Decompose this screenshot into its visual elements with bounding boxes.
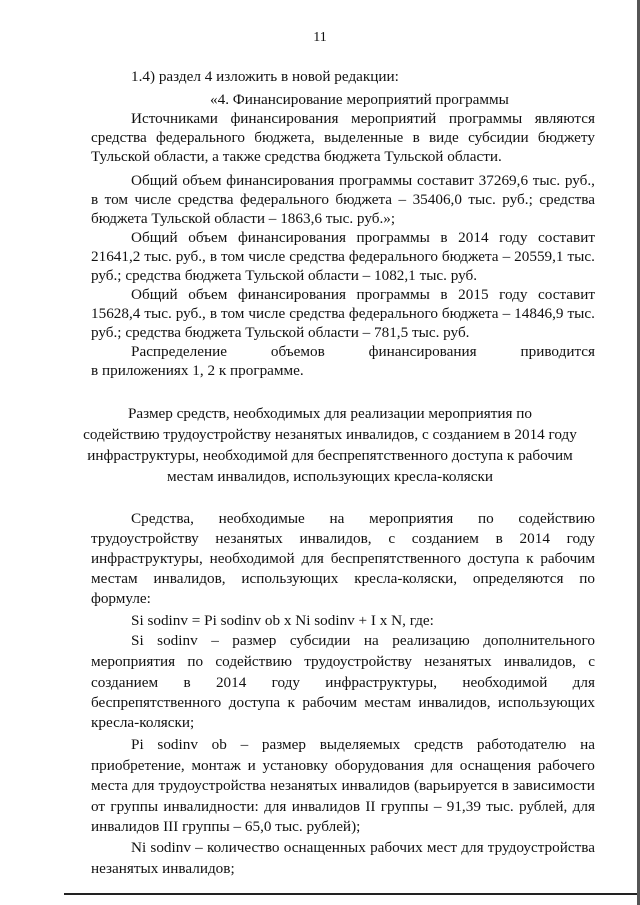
text-line	[91, 530, 595, 548]
word: –	[398, 191, 407, 208]
word: году	[499, 286, 528, 303]
word: оснащенных	[283, 839, 366, 856]
word: виде	[429, 129, 459, 146]
text-line: инфраструктуры, необходимой для беспрепятственного доступа к рабочим	[87, 447, 573, 464]
word: ob	[211, 736, 227, 753]
word: незанятых	[215, 530, 283, 547]
word: 91,39	[446, 798, 481, 815]
word: бюджета	[335, 191, 393, 208]
word: средства	[289, 305, 345, 322]
word: финансирования	[368, 343, 477, 360]
word: 14846,9	[514, 305, 564, 322]
word: числе	[134, 191, 172, 208]
text-line	[131, 510, 595, 528]
word: объемов	[270, 343, 325, 360]
text-line: руб.; средства бюджета Тульской области – 1082,1 тыс. руб.	[91, 267, 478, 284]
word: рублей,	[518, 798, 568, 815]
word: средств	[414, 736, 464, 753]
word: –	[195, 839, 203, 856]
word: определяются	[472, 570, 564, 587]
word: места	[91, 777, 129, 794]
text-line	[91, 757, 595, 775]
text-line	[91, 550, 595, 568]
word: объем	[188, 286, 228, 303]
word: на	[329, 510, 345, 527]
page-number: 11	[313, 30, 327, 45]
text-line	[91, 777, 595, 795]
word: необходимой	[462, 674, 548, 691]
word: для	[132, 777, 155, 794]
word: от	[91, 798, 106, 815]
word: инвалидов,	[153, 570, 226, 587]
text-line	[91, 570, 595, 588]
word: инвалидов	[341, 777, 410, 794]
word: числе	[248, 305, 286, 322]
word: по	[579, 570, 595, 587]
text-line	[91, 305, 595, 323]
word: содействию	[215, 653, 292, 670]
word: бюджета,	[254, 129, 315, 146]
word: в	[209, 305, 218, 322]
text-line: местам инвалидов, использующих кресла-коляски	[166, 468, 494, 485]
text-line: Тульской области, а также средства бюджета Тульской области.	[91, 148, 502, 165]
scan-edge-bottom	[64, 893, 640, 895]
word: группы	[110, 798, 159, 815]
word: содействию	[518, 510, 595, 527]
word: том	[221, 248, 245, 265]
word: в	[209, 248, 218, 265]
word: выделяемых	[319, 736, 401, 753]
word: в	[495, 530, 503, 547]
word: 20559,1	[514, 248, 564, 265]
word: Распределение	[131, 343, 227, 360]
word: рабочего	[537, 757, 595, 774]
word: созданием	[91, 674, 159, 691]
text-line	[91, 248, 595, 266]
text-line: Si sodinv = Pi sodinv ob x Ni sodinv + I x N, где:	[131, 612, 434, 629]
word: –	[502, 305, 511, 322]
text-line	[91, 653, 595, 671]
word: реализацию	[392, 632, 470, 649]
word: мероприятия	[369, 510, 454, 527]
word: финансирования	[230, 110, 339, 127]
word: субсидии	[468, 129, 529, 146]
word: для	[572, 798, 595, 815]
word: инвалидов,	[299, 530, 372, 547]
word: субсидии	[289, 632, 351, 649]
word: sodinv	[157, 632, 198, 649]
word: программы	[356, 286, 430, 303]
text-line	[131, 632, 595, 650]
word: в	[412, 129, 420, 146]
word: инвалидов	[291, 798, 361, 815]
word: бюджета	[441, 248, 499, 265]
text-line: 1.4) раздел 4 изложить в новой редакции:	[131, 68, 399, 85]
word: Источниками	[131, 110, 218, 127]
word: руб.,	[175, 248, 206, 265]
word: к	[526, 550, 534, 567]
word: средства	[177, 191, 234, 208]
word: с	[588, 653, 595, 670]
word: числе	[248, 248, 286, 265]
word: необходимые	[218, 510, 305, 527]
text-line: «4. Финансирование мероприятий программы	[210, 91, 509, 108]
word: к	[287, 694, 295, 711]
word: для	[301, 550, 324, 567]
word: тыс.	[144, 305, 172, 322]
word: незанятых	[424, 653, 492, 670]
word: 37269,6	[478, 172, 529, 189]
word: трудоустройства	[487, 839, 595, 856]
word: рабочих	[370, 839, 423, 856]
word: размер	[232, 632, 277, 649]
word: –	[502, 248, 511, 265]
word: году	[566, 530, 595, 547]
word: году	[271, 674, 300, 691]
word: оборудования	[334, 757, 424, 774]
word: мероприятия	[91, 653, 176, 670]
word: кресла-коляски,	[354, 570, 458, 587]
word: в	[183, 674, 191, 691]
text-line	[131, 172, 595, 190]
word: по	[187, 653, 204, 670]
word: беспрепятственного	[330, 550, 461, 567]
text-line	[131, 736, 595, 754]
word: Ni	[131, 839, 147, 856]
word: –	[240, 736, 249, 753]
word: (варьируется	[413, 777, 498, 794]
text-line: в приложениях 1, 2 к программе.	[91, 362, 304, 379]
word: являются	[534, 110, 595, 127]
word: программы	[356, 229, 430, 246]
text-line	[131, 229, 595, 247]
text-line: формуле:	[91, 590, 151, 607]
word: в	[501, 777, 509, 794]
text-line: руб.; средства бюджета Тульской области – 781,5 тыс. руб.	[91, 324, 470, 341]
word: местам	[364, 694, 412, 711]
word: тыс.	[567, 305, 595, 322]
word: количество	[207, 839, 280, 856]
text-line: кресла-коляски;	[91, 714, 195, 731]
word: II	[365, 798, 376, 815]
word: федерального	[155, 129, 245, 146]
word: Общий	[131, 286, 178, 303]
word: группы	[380, 798, 429, 815]
text-line: незанятых инвалидов;	[91, 860, 235, 877]
word: 21641,2	[91, 248, 141, 265]
word: программы	[338, 172, 413, 189]
text-line	[91, 694, 595, 712]
word: незанятых	[269, 777, 338, 794]
word: тыс.	[468, 191, 496, 208]
word: тыс.	[567, 248, 595, 265]
text-line	[131, 839, 595, 857]
word: Pi	[131, 736, 144, 753]
word: инвалидности:	[163, 798, 259, 815]
word: sodinv	[150, 839, 191, 856]
word: в	[91, 191, 99, 208]
word: 2014	[215, 674, 247, 691]
word: тыс.	[532, 172, 561, 189]
word: руб.;	[502, 191, 533, 208]
text-line	[91, 798, 595, 816]
word: том	[221, 305, 245, 322]
word: 2014	[458, 229, 489, 246]
word: средства	[91, 129, 147, 146]
word: в	[440, 229, 448, 246]
word: для	[430, 757, 454, 774]
word: –	[211, 632, 219, 649]
word: мест	[426, 839, 458, 856]
word: Общий	[131, 229, 178, 246]
word: составит	[538, 229, 595, 246]
word: размер	[261, 736, 306, 753]
text-line	[91, 191, 595, 209]
word: объем	[188, 229, 228, 246]
word: монтаж	[191, 757, 241, 774]
word: инфраструктуры,	[325, 674, 438, 691]
word: sodinv	[157, 736, 198, 753]
word: 2015	[458, 286, 489, 303]
word: для	[264, 798, 287, 815]
word: тыс.	[486, 798, 514, 815]
word: руб.,	[175, 305, 206, 322]
text-line: содействию трудоустройству незанятых инвалидов, с созданием в 2014 году	[83, 426, 577, 443]
word: тыс.	[144, 248, 172, 265]
word: использующих	[498, 694, 595, 711]
word: средства	[539, 191, 595, 208]
word: составит	[416, 172, 474, 189]
text-line	[131, 110, 595, 128]
word: для	[572, 674, 595, 691]
word: с	[388, 530, 396, 547]
word: 35406,0	[412, 191, 462, 208]
word: в	[440, 286, 448, 303]
word: работодателю	[476, 736, 567, 753]
word: доступа	[467, 550, 520, 567]
word: 15628,4	[91, 305, 141, 322]
word: –	[433, 798, 442, 815]
word: бюджета	[441, 305, 499, 322]
word: по	[477, 510, 494, 527]
word: местам	[91, 570, 138, 587]
word: 2014	[519, 530, 550, 547]
word: выделенные	[323, 129, 404, 146]
text-line	[91, 674, 595, 692]
word: и	[247, 757, 256, 774]
text-line	[131, 286, 595, 304]
word: руб.,	[564, 172, 595, 189]
word: установку	[262, 757, 329, 774]
word: составит	[538, 286, 595, 303]
word: рабочим	[540, 550, 595, 567]
word: инфраструктуры,	[91, 550, 203, 567]
word: созданием	[411, 530, 479, 547]
word: бюджету	[537, 129, 595, 146]
word: необходимой	[209, 550, 295, 567]
word: доступа	[228, 694, 281, 711]
word: оснащения	[459, 757, 532, 774]
word: инвалидов,	[503, 653, 576, 670]
word: для	[461, 839, 484, 856]
word: финансирования	[226, 172, 335, 189]
word: трудоустройству	[91, 530, 199, 547]
word: федерального	[348, 305, 438, 322]
word: финансирования	[237, 229, 346, 246]
word: трудоустройства	[158, 777, 266, 794]
text-line	[131, 343, 595, 361]
word: использующих	[241, 570, 339, 587]
word: рабочим	[302, 694, 357, 711]
word: на	[363, 632, 379, 649]
word: приводится	[520, 343, 595, 360]
text-line: инвалидов III группы – 65,0 тыс. рублей);	[91, 818, 361, 835]
word: федерального	[348, 248, 438, 265]
word: мероприятий	[351, 110, 437, 127]
word: Средства,	[131, 510, 194, 527]
word: беспрепятственного	[91, 694, 222, 711]
text-line	[91, 129, 595, 147]
word: году	[499, 229, 528, 246]
word: программы	[448, 110, 523, 127]
word: на	[580, 736, 595, 753]
text-line: бюджета Тульской области – 1863,6 тыс. руб.»;	[91, 210, 396, 227]
word: финансирования	[237, 286, 346, 303]
word: том	[104, 191, 128, 208]
word: приобретение,	[91, 757, 185, 774]
word: федерального	[239, 191, 329, 208]
word: средства	[289, 248, 345, 265]
word: Общий	[131, 172, 178, 189]
word: Si	[131, 632, 144, 649]
text-line: Размер средств, необходимых для реализации мероприятия по	[127, 405, 533, 422]
word: объем	[182, 172, 222, 189]
word: трудоустройству	[304, 653, 412, 670]
word: зависимости	[512, 777, 595, 794]
word: инвалидов,	[418, 694, 491, 711]
word: дополнительного	[483, 632, 595, 649]
